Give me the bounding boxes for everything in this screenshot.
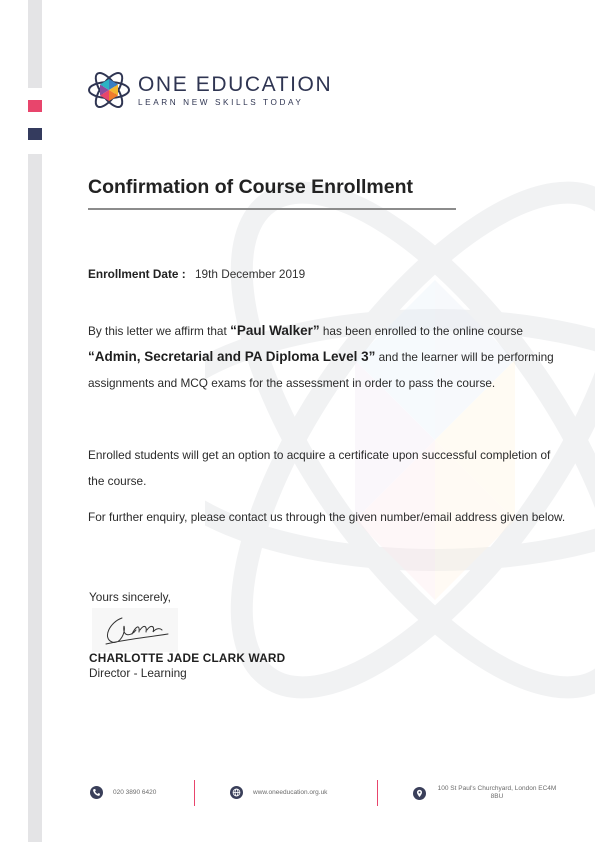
handwritten-signature — [92, 608, 178, 652]
brand-name: ONE EDUCATION — [138, 72, 333, 96]
enrollment-date-row — [88, 267, 305, 281]
learner-name: “Paul Walker” — [230, 323, 320, 338]
course-name: “Admin, Secretarial and PA Diploma Level 3” — [88, 349, 376, 364]
footer-website — [230, 786, 327, 799]
footer-divider — [194, 780, 195, 806]
sidebar-stripe-bottom — [28, 154, 42, 842]
address-text: 100 St Paul's Churchyard, London EC4M 8BU — [437, 785, 557, 800]
signer-name: CHARLOTTE JADE CLARK WARD — [89, 651, 286, 665]
title-underline — [88, 208, 456, 210]
sidebar-accent-navy — [28, 128, 42, 140]
atom-logo-icon — [87, 68, 131, 112]
footer-address — [413, 785, 561, 801]
enrollment-date-value: 19th December 2019 — [194, 267, 306, 281]
affirmation-paragraph — [88, 318, 568, 396]
enrollment-date-label: Enrollment Date : — [88, 267, 186, 281]
brand-tagline: LEARN NEW SKILLS TODAY — [138, 97, 304, 107]
footer-divider — [377, 780, 378, 806]
location-pin-icon — [413, 787, 426, 800]
p1-end: and the learner will be performing assignments and MCQ exams for the assessment in order to pass the course. — [88, 350, 554, 390]
sidebar-accent-pink — [28, 100, 42, 112]
p1-mid: has been enrolled to the online course — [322, 324, 523, 338]
phone-icon — [90, 786, 103, 799]
signer-role: Director - Learning — [89, 666, 187, 680]
document-title: Confirmation of Course Enrollment — [88, 176, 414, 198]
footer-phone — [90, 786, 156, 799]
sidebar-stripe-top — [28, 0, 42, 88]
enquiry-paragraph: For further enquiry, please contact us through the given number/email address given below. — [88, 510, 566, 524]
phone-number: 020 3890 6420 — [113, 788, 157, 796]
website-link[interactable]: www.oneeducation.org.uk — [253, 788, 328, 796]
certificate-paragraph: Enrolled students will get an option to acquire a certificate upon successful completion of the course. — [88, 448, 551, 488]
globe-icon — [230, 786, 243, 799]
brand-logo — [87, 68, 332, 112]
p1-intro: By this letter we affirm that — [88, 324, 227, 338]
closing-text: Yours sincerely, — [89, 590, 171, 604]
